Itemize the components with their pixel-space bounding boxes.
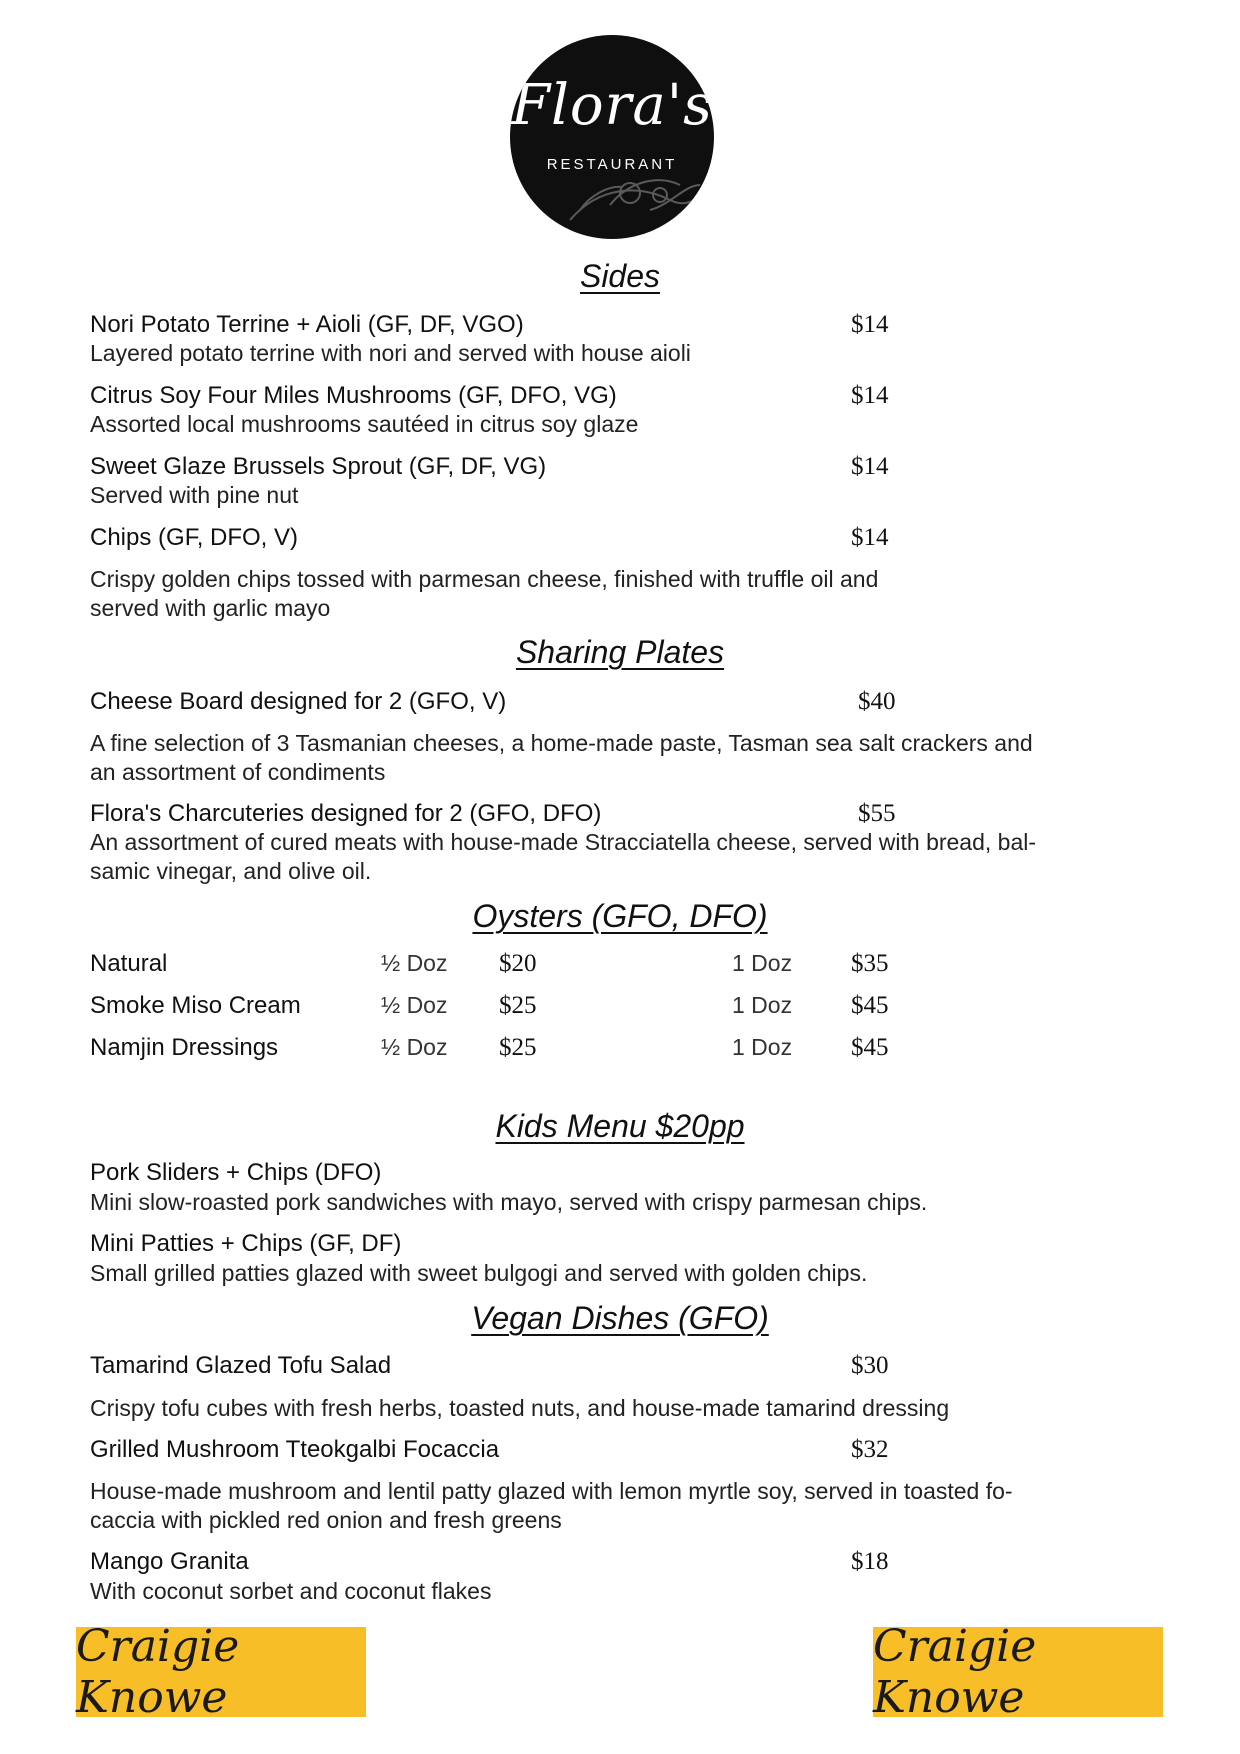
oyster-dozen-price: $45 (851, 992, 889, 1019)
section-heading-oysters: Oysters (GFO, DFO) (472, 898, 768, 934)
menu-item-description: An assortment of cured meats with house-made Stracciatella cheese, served with bread, bal- (90, 829, 1037, 855)
menu-item-price: $55 (858, 800, 896, 827)
oyster-name: Natural (90, 950, 168, 977)
menu-item-price: $18 (851, 1548, 889, 1575)
menu-item-description: With coconut sorbet and coconut flakes (90, 1578, 492, 1604)
menu-item-description: Served with pine nut (90, 482, 299, 508)
oyster-dozen-label: 1 Doz (732, 950, 793, 976)
menu-item-name: Citrus Soy Four Miles Mushrooms (GF, DFO, VG) (90, 382, 617, 409)
menu-item-description: samic vinegar, and olive oil. (90, 858, 372, 884)
craigie-knowe-badge-right (873, 1621, 1163, 1723)
logo-script-text: Flora's (511, 73, 713, 138)
menu-item-price: $14 (851, 382, 889, 409)
oyster-half-dozen-label: ½ Doz (381, 950, 448, 976)
menu-item-name: Mango Granita (90, 1548, 249, 1575)
menu-item-name: Chips (GF, DFO, V) (90, 524, 299, 551)
menu-item-description: caccia with pickled red onion and fresh greens (90, 1507, 562, 1533)
menu-item-name: Flora's Charcuteries designed for 2 (GFO, DFO) (90, 800, 602, 827)
section-heading-vegan-dishes: Vegan Dishes (GFO) (471, 1300, 769, 1336)
menu-item-description: Small grilled patties glazed with sweet bulgogi and served with golden chips. (90, 1260, 868, 1286)
restaurant-logo (510, 35, 714, 239)
oyster-dozen-label: 1 Doz (732, 992, 793, 1018)
oyster-dozen-price: $35 (851, 950, 889, 977)
menu-item-description: Mini slow-roasted pork sandwiches with mayo, served with crispy parmesan chips. (90, 1189, 928, 1215)
menu-item-description: Assorted local mushrooms sautéed in citrus soy glaze (90, 411, 639, 437)
craigie-knowe-badge-left (76, 1621, 366, 1723)
oyster-name: Namjin Dressings (90, 1034, 279, 1061)
menu-item-description: Crispy tofu cubes with fresh herbs, toasted nuts, and house-made tamarind dressing (90, 1395, 950, 1421)
logo-subtitle: RESTAURANT (546, 156, 678, 173)
section-heading-sides: Sides (579, 258, 661, 294)
section-heading-sharing-plates: Sharing Plates (515, 634, 725, 670)
menu-item-description: an assortment of condiments (90, 759, 386, 785)
menu-item-name: Cheese Board designed for 2 (GFO, V) (90, 688, 507, 715)
menu-item-price: $30 (851, 1352, 889, 1379)
menu-item-description: Layered potato terrine with nori and served with house aioli (90, 340, 691, 366)
menu-item-name: Grilled Mushroom Tteokgalbi Focaccia (90, 1436, 500, 1463)
badge-text: Craigie Knowe (76, 1621, 240, 1723)
oyster-dozen-label: 1 Doz (732, 1034, 793, 1060)
menu-item-description: A fine selection of 3 Tasmanian cheeses, a home-made paste, Tasman sea salt crackers and (90, 730, 1033, 756)
oyster-half-dozen-price: $25 (499, 1034, 537, 1061)
menu-item-price: $14 (851, 453, 889, 480)
menu-item-name: Mini Patties + Chips (GF, DF) (90, 1230, 402, 1257)
menu-item-description: served with garlic mayo (90, 595, 331, 621)
oyster-half-dozen-label: ½ Doz (381, 992, 448, 1018)
menu-item-price: $14 (851, 524, 889, 551)
menu-item-description: House-made mushroom and lentil patty glazed with lemon myrtle soy, served in toasted fo- (90, 1478, 1013, 1504)
menu-item-price: $40 (858, 688, 896, 715)
badge-text: Craigie Knowe (873, 1621, 1037, 1723)
oyster-half-dozen-price: $25 (499, 992, 537, 1019)
menu-item-price: $14 (851, 311, 889, 338)
oyster-half-dozen-price: $20 (499, 950, 537, 977)
menu-item-name: Tamarind Glazed Tofu Salad (90, 1352, 392, 1379)
oyster-half-dozen-label: ½ Doz (381, 1034, 448, 1060)
menu-item-name: Nori Potato Terrine + Aioli (GF, DF, VGO) (90, 311, 524, 338)
oyster-dozen-price: $45 (851, 1034, 889, 1061)
section-heading-kids-menu: Kids Menu $20pp (495, 1108, 745, 1144)
menu-item-description: Crispy golden chips tossed with parmesan cheese, finished with truffle oil and (90, 566, 879, 592)
menu-item-price: $32 (851, 1436, 889, 1463)
menu-item-name: Pork Sliders + Chips (DFO) (90, 1159, 382, 1186)
menu-item-name: Sweet Glaze Brussels Sprout (GF, DF, VG) (90, 453, 547, 480)
oyster-name: Smoke Miso Cream (90, 992, 301, 1019)
